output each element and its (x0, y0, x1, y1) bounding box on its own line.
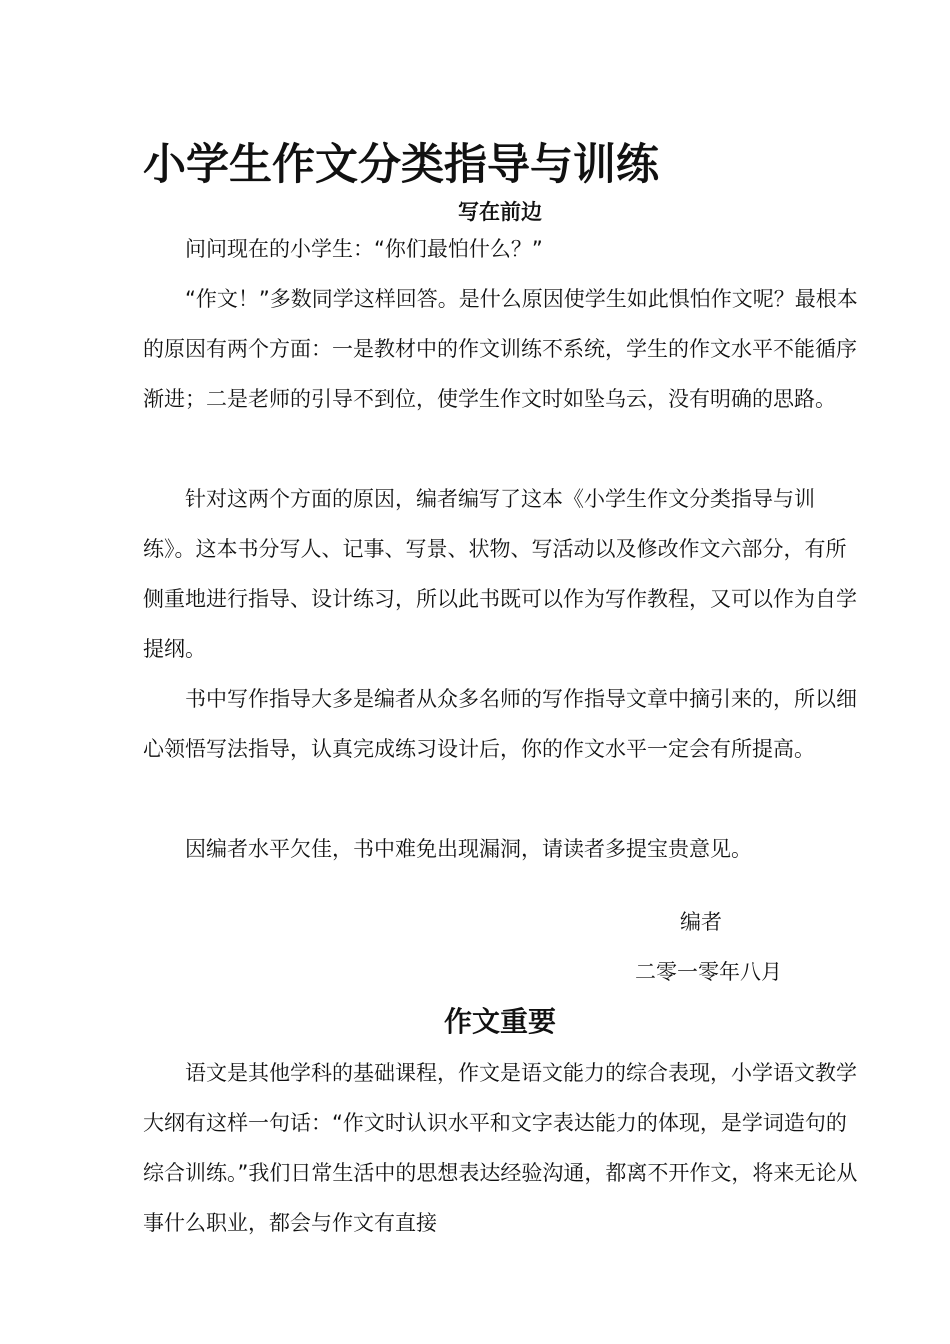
preface-body-5 (143, 824, 863, 874)
preface-heading: 写在前边 (458, 199, 542, 224)
document-title: 小学生作文分类指导与训练 (143, 140, 659, 190)
preface-paragraph-4: 书中写作指导大多是编者从众多名师的写作指导文章中摘引来的，所以细心领悟写法指导，认真完成练习设计后，你的作文水平一定会有所提高。 (143, 687, 857, 761)
signature-author: 编者 (680, 910, 722, 934)
preface-body (143, 224, 863, 274)
preface-paragraph-5: 因编者水平欠佳，书中难免出现漏洞，请读者多提宝贵意见。 (185, 837, 752, 861)
preface-body-3 (143, 474, 863, 674)
section-heading: 作文重要 (443, 1005, 556, 1038)
section-paragraph-1: 语文是其他学科的基础课程，作文是语文能力的综合表现，小学语文教学大纲有这样一句话：“作文时认识水平和文字表达能力的体现，是学词造句的综合训练。”我们日常生活中的思想表达经验沟通，都离不开作文，将来无论从事什么职业，都会与作文有直接 (143, 1061, 858, 1235)
preface-paragraph-1: 问问现在的小学生：“你们最怕什么？” (185, 237, 543, 261)
preface-body-2 (143, 274, 863, 424)
preface-paragraph-3: 针对这两个方面的原因，编者编写了这本《小学生作文分类指导与训练》。这本书分写人、记事、写景、状物、写活动以及修改作文六部分，有所侧重地进行指导、设计练习，所以此书既可以作为写作教程，又可以作为自学提纲。 (143, 487, 857, 661)
signature-date: 二零一零年八月 (635, 960, 782, 984)
preface-body-4 (143, 674, 863, 774)
section-body (143, 1048, 863, 1248)
preface-paragraph-2: “作文！”多数同学这样回答。是什么原因使学生如此惧怕作文呢？最根本的原因有两个方面：一是教材中的作文训练不系统，学生的作文水平不能循序渐进；二是老师的引导不到位，使学生作文时如坠乌云，没有明确的思路。 (143, 287, 858, 411)
